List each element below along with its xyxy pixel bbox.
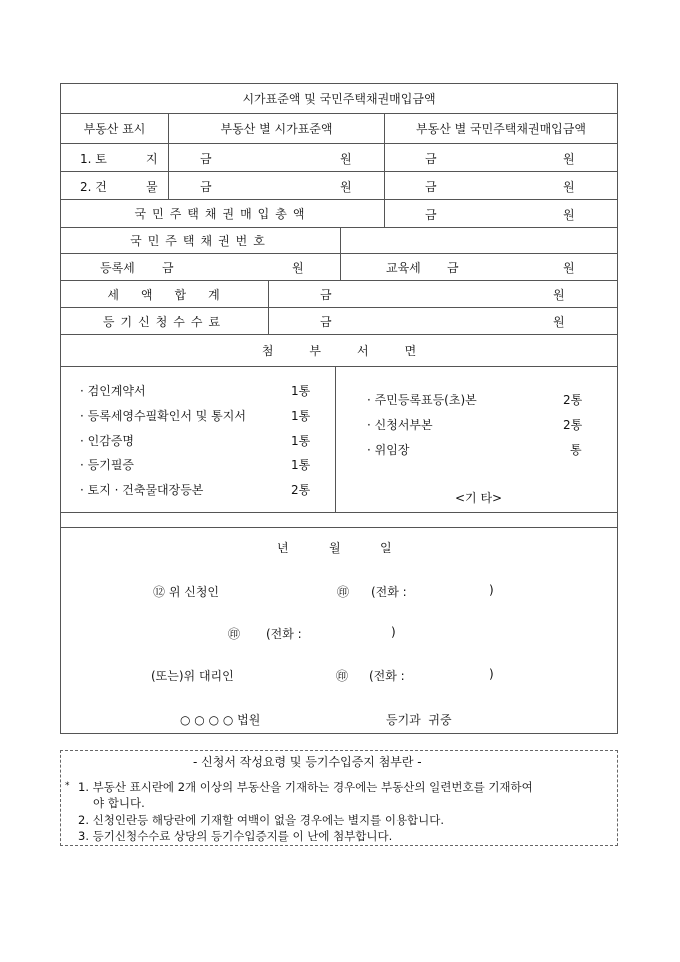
header-standard-price: [168, 113, 385, 144]
edu-tax-field[interactable]: [340, 253, 618, 281]
phone-label: (전화 :: [369, 669, 405, 683]
bond-total-field[interactable]: [384, 199, 618, 228]
header-text: 부동산 표시: [83, 122, 146, 136]
attachment-item: · 신청서부본: [367, 418, 433, 432]
attachment-count: 통: [570, 443, 582, 457]
seal-icon: ㊞: [337, 585, 350, 599]
registry-dept: 등기과 귀중: [386, 713, 452, 727]
geum-label: 금: [447, 261, 459, 275]
agent-label: (또는)위 대리인: [151, 669, 234, 683]
seal-icon: ㊞: [228, 627, 241, 641]
attachment-item: · 인감증명: [80, 434, 134, 448]
tax-total-text: 세액합계: [107, 287, 242, 302]
header-property: [60, 113, 169, 144]
attachment-count: 1통: [291, 434, 311, 448]
won-label: 원: [292, 261, 304, 275]
land-bond-field[interactable]: [384, 143, 618, 172]
attachment-other: <기 타>: [455, 491, 503, 505]
edu-tax-label: 교육세: [386, 261, 421, 275]
table-title: [60, 83, 618, 114]
geum-label: 금: [425, 152, 437, 166]
attachment-count: 2통: [563, 418, 583, 432]
geum-label: 금: [162, 261, 174, 275]
won-label: 원: [553, 315, 565, 329]
attachment-item: · 주민등록표등(초)본: [367, 393, 477, 407]
signature-section: [60, 527, 618, 734]
note-item: 1. 부동산 표시란에 2개 이상의 부동산을 기재하는 경우에는 부동산의 일련번호를 기재하여: [78, 780, 533, 794]
table-title-text: 시가표준액 및 국민주택채권매입금액: [242, 92, 436, 106]
attachment-count: 2통: [291, 483, 311, 497]
attachment-count: 1통: [291, 409, 311, 423]
attachment-item: · 등기필증: [80, 458, 134, 472]
geum-label: 금: [200, 152, 212, 166]
fee-label: [60, 307, 269, 335]
date-month: 월: [329, 541, 341, 555]
note-item: 3. 등기신청수수료 상당의 등기수입증지를 이 난에 첨부합니다.: [78, 829, 393, 843]
bond-total-text: 국민주택채권매입총액: [134, 207, 311, 221]
notes-bullet: *: [65, 781, 70, 791]
land-label: 1. 토: [80, 152, 107, 166]
geum-label: 금: [425, 180, 437, 194]
applicant-label: ⑫ 위 신청인: [153, 585, 219, 599]
note-item: 야 합니다.: [93, 796, 145, 810]
bond-number-text: 국민주택채권번호: [130, 234, 271, 248]
date-day: 일: [380, 541, 392, 555]
phone-label: (전화 :: [371, 585, 407, 599]
fee-text: 등기신청수수료: [102, 314, 227, 329]
geum-label: 금: [200, 180, 212, 194]
attachment-count: 2통: [563, 393, 583, 407]
attachment-item: · 검인계약서: [80, 384, 146, 398]
phone-close: ): [489, 667, 494, 681]
land-label-end: 지: [146, 152, 158, 166]
header-text: 부동산 별 국민주택채권매입금액: [416, 122, 586, 136]
note-item: 2. 신청인란등 해당란에 기재할 여백이 없을 경우에는 별지를 이용합니다.: [78, 813, 445, 827]
court-name: ○ ○ ○ ○ 법원: [180, 713, 261, 727]
building-bond-field[interactable]: [384, 171, 618, 200]
won-label: 원: [340, 152, 352, 166]
bond-number-field[interactable]: [340, 227, 618, 254]
geum-label: 금: [425, 208, 437, 222]
won-label: 원: [563, 180, 575, 194]
attachments-title: [60, 334, 618, 367]
attachments-title-text: 첨부서면: [261, 344, 453, 358]
attachment-item: · 토지 · 건축물대장등본: [80, 483, 204, 497]
reg-tax-label: 등록세: [100, 261, 135, 275]
seal-icon: ㊞: [336, 669, 349, 683]
bond-total-label: [60, 199, 385, 228]
notes-title: - 신청서 작성요령 및 등기수입증지 첨부란 -: [193, 755, 422, 769]
attachment-count: 1통: [291, 384, 311, 398]
won-label: 원: [340, 180, 352, 194]
building-label-end: 물: [146, 180, 158, 194]
header-bond-amount: [384, 113, 618, 144]
won-label: 원: [563, 208, 575, 222]
building-label: 2. 건: [80, 180, 107, 194]
tax-total-label: [60, 280, 269, 308]
geum-label: 금: [320, 288, 332, 302]
phone-close: ): [391, 625, 396, 639]
bond-number-label: [60, 227, 341, 254]
blank-row: [60, 512, 618, 528]
header-text: 부동산 별 시가표준액: [220, 122, 333, 136]
attachment-item: · 위임장: [367, 443, 410, 457]
geum-label: 금: [320, 315, 332, 329]
date-year: 년: [277, 541, 289, 555]
attachment-item: · 등록세영수필확인서 및 통지서: [80, 409, 246, 423]
attachment-count: 1통: [291, 458, 311, 472]
won-label: 원: [553, 288, 565, 302]
phone-label: (전화 :: [266, 627, 302, 641]
won-label: 원: [563, 152, 575, 166]
won-label: 원: [563, 261, 575, 275]
phone-close: ): [489, 583, 494, 597]
